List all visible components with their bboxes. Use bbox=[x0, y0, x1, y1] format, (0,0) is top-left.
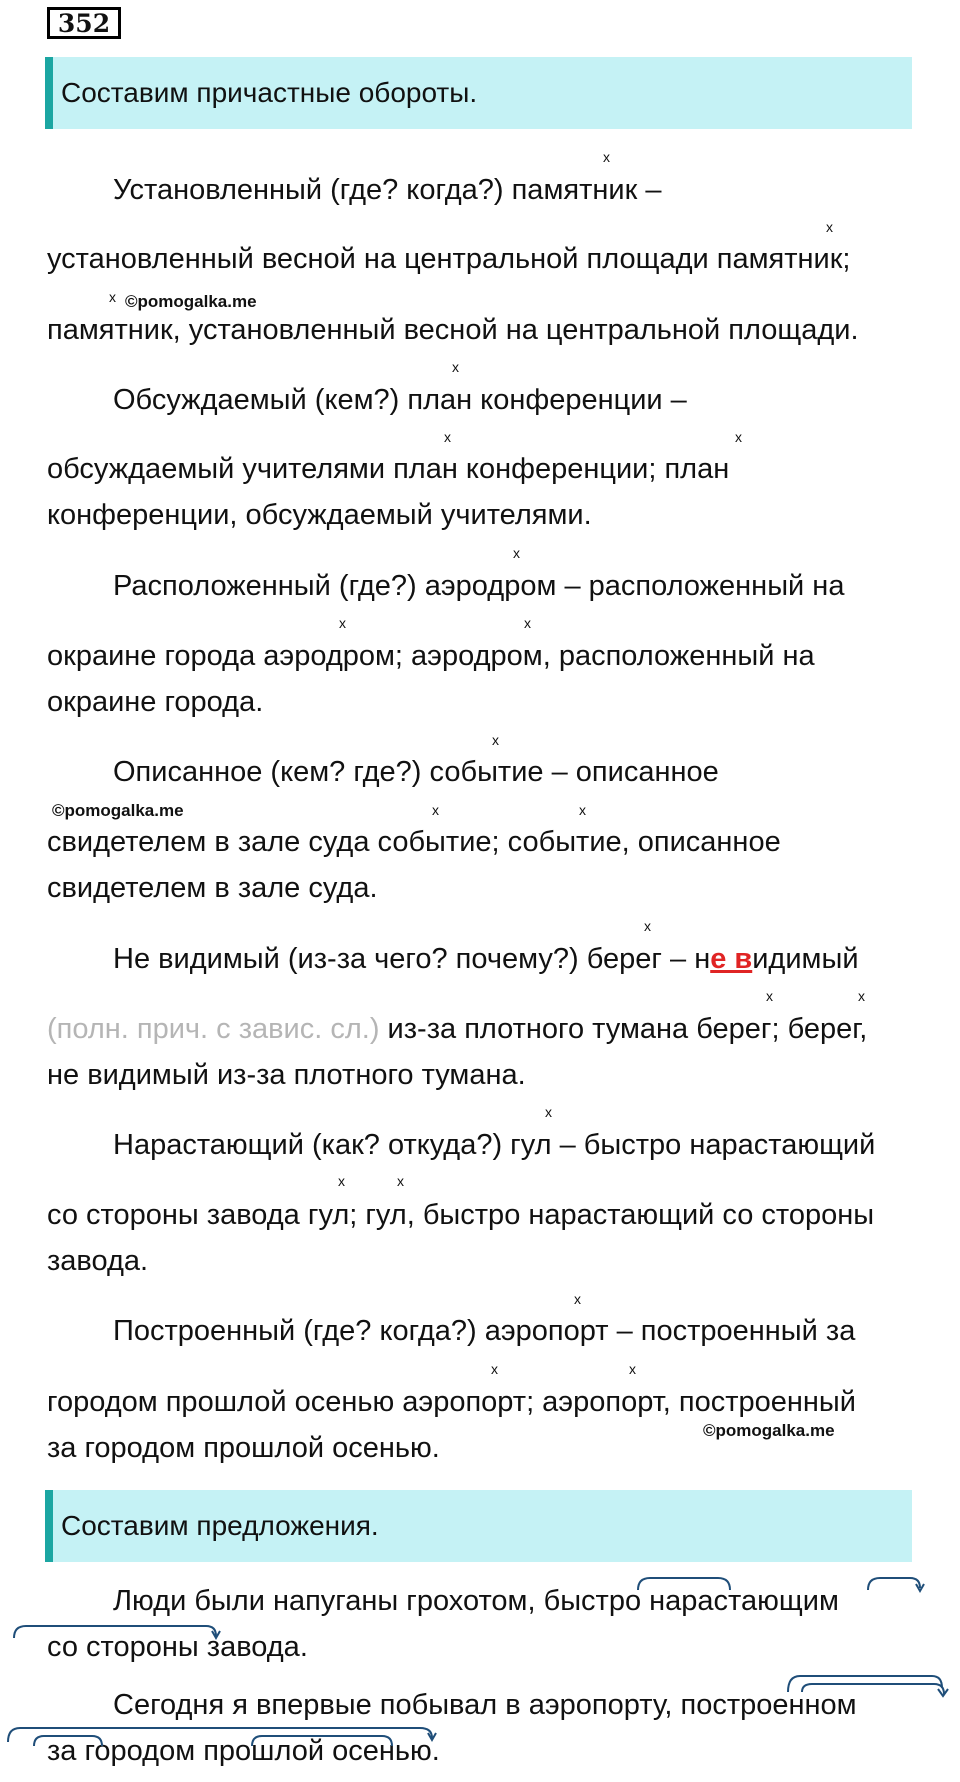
item-2-intro: Обсуждаемый (кем?) план конференции – bbox=[113, 384, 687, 416]
mark-x: x bbox=[109, 289, 116, 305]
mark-x: x bbox=[579, 802, 586, 818]
item-6-intro: Нарастающий (как? откуда?) гул – быстро нарастающий bbox=[113, 1129, 876, 1161]
mark-x: x bbox=[629, 1361, 636, 1377]
item-2-line3: конференции, обсуждаемый учителями. bbox=[47, 499, 592, 531]
mark-x: x bbox=[491, 1361, 498, 1377]
item-5-highlight: е в bbox=[710, 943, 753, 975]
item-3-line2: окраине города аэродром; аэродром, расположенный на bbox=[47, 640, 815, 672]
mark-x: x bbox=[524, 615, 531, 631]
sentence-2-line2: за городом прошлой осенью. bbox=[47, 1735, 440, 1767]
sentence-2-line1: Сегодня я впервые побывал в аэропорту, построенном bbox=[113, 1689, 857, 1721]
mark-x: x bbox=[432, 802, 439, 818]
arc-mark bbox=[14, 1626, 216, 1638]
item-7-line3: за городом прошлой осенью. bbox=[47, 1432, 440, 1464]
item-7-intro: Построенный (где? когда?) аэропорт – построенный за bbox=[113, 1315, 856, 1347]
sentence-1-line1: Люди были напуганы грохотом, быстро нарастающим bbox=[113, 1585, 839, 1617]
mark-x: x bbox=[574, 1291, 581, 1307]
arc-mark bbox=[34, 1736, 102, 1746]
item-1-line2: установленный весной на центральной площади памятник; bbox=[47, 243, 851, 275]
mark-x: x bbox=[644, 918, 651, 934]
arc-mark bbox=[802, 1684, 944, 1694]
mark-x: x bbox=[492, 732, 499, 748]
item-5-line3: не видимый из-за плотного тумана. bbox=[47, 1059, 526, 1091]
watermark: ©pomogalka.me bbox=[52, 801, 184, 820]
arc-mark bbox=[638, 1578, 730, 1590]
watermark: ©pomogalka.me bbox=[125, 292, 257, 311]
item-3-line3: окраине города. bbox=[47, 686, 264, 718]
section-title-sentences: Составим предложения. bbox=[45, 1490, 912, 1562]
arc-mark bbox=[868, 1578, 920, 1590]
mark-x: x bbox=[826, 219, 833, 235]
item-5-note: (полн. прич. с завис. сл.) bbox=[47, 1013, 380, 1045]
mark-x: x bbox=[452, 359, 459, 375]
item-7-line2: городом прошлой осенью аэропорт; аэропорт, построенный bbox=[47, 1386, 856, 1418]
item-4-line2: свидетелем в зале суда событие; событие, описанное bbox=[47, 826, 781, 858]
mark-x: x bbox=[735, 429, 742, 445]
item-1-intro: Установленный (где? когда?) памятник – bbox=[113, 174, 662, 206]
item-6-line3: завода. bbox=[47, 1245, 149, 1277]
item-5-intro-before: Не видимый (из-за чего? почему?) берег – н bbox=[113, 943, 711, 975]
item-2-line2: обсуждаемый учителями план конференции; план bbox=[47, 453, 730, 485]
mark-x: x bbox=[444, 429, 451, 445]
item-1-line3: памятник, установленный весной на центральной площади. bbox=[47, 314, 859, 346]
mark-x: x bbox=[545, 1104, 552, 1120]
item-4-line3: свидетелем в зале суда. bbox=[47, 872, 378, 904]
mark-x: x bbox=[339, 615, 346, 631]
mark-x: x bbox=[513, 545, 520, 561]
mark-x: x bbox=[603, 149, 610, 165]
task-number: 352 bbox=[47, 7, 121, 39]
arc-mark bbox=[252, 1736, 392, 1746]
item-4-intro: Описанное (кем? где?) событие – описанное bbox=[113, 756, 719, 788]
mark-x: x bbox=[397, 1173, 404, 1189]
watermark: ©pomogalka.me bbox=[703, 1421, 835, 1440]
sentence-1-line2: со стороны завода. bbox=[47, 1631, 308, 1663]
mark-x: x bbox=[338, 1173, 345, 1189]
mark-x: x bbox=[766, 988, 773, 1004]
item-5-line2-rest: из-за плотного тумана берег; берег, bbox=[379, 1013, 868, 1045]
section-title-participial-phrases: Составим причастные обороты. bbox=[45, 57, 912, 129]
item-6-line2: со стороны завода гул; гул, быстро нарастающий со стороны bbox=[47, 1199, 875, 1231]
item-3-intro: Расположенный (где?) аэродром – расположенный на bbox=[113, 570, 845, 602]
item-5-intro-after: идимый bbox=[752, 943, 859, 975]
mark-x: x bbox=[858, 988, 865, 1004]
